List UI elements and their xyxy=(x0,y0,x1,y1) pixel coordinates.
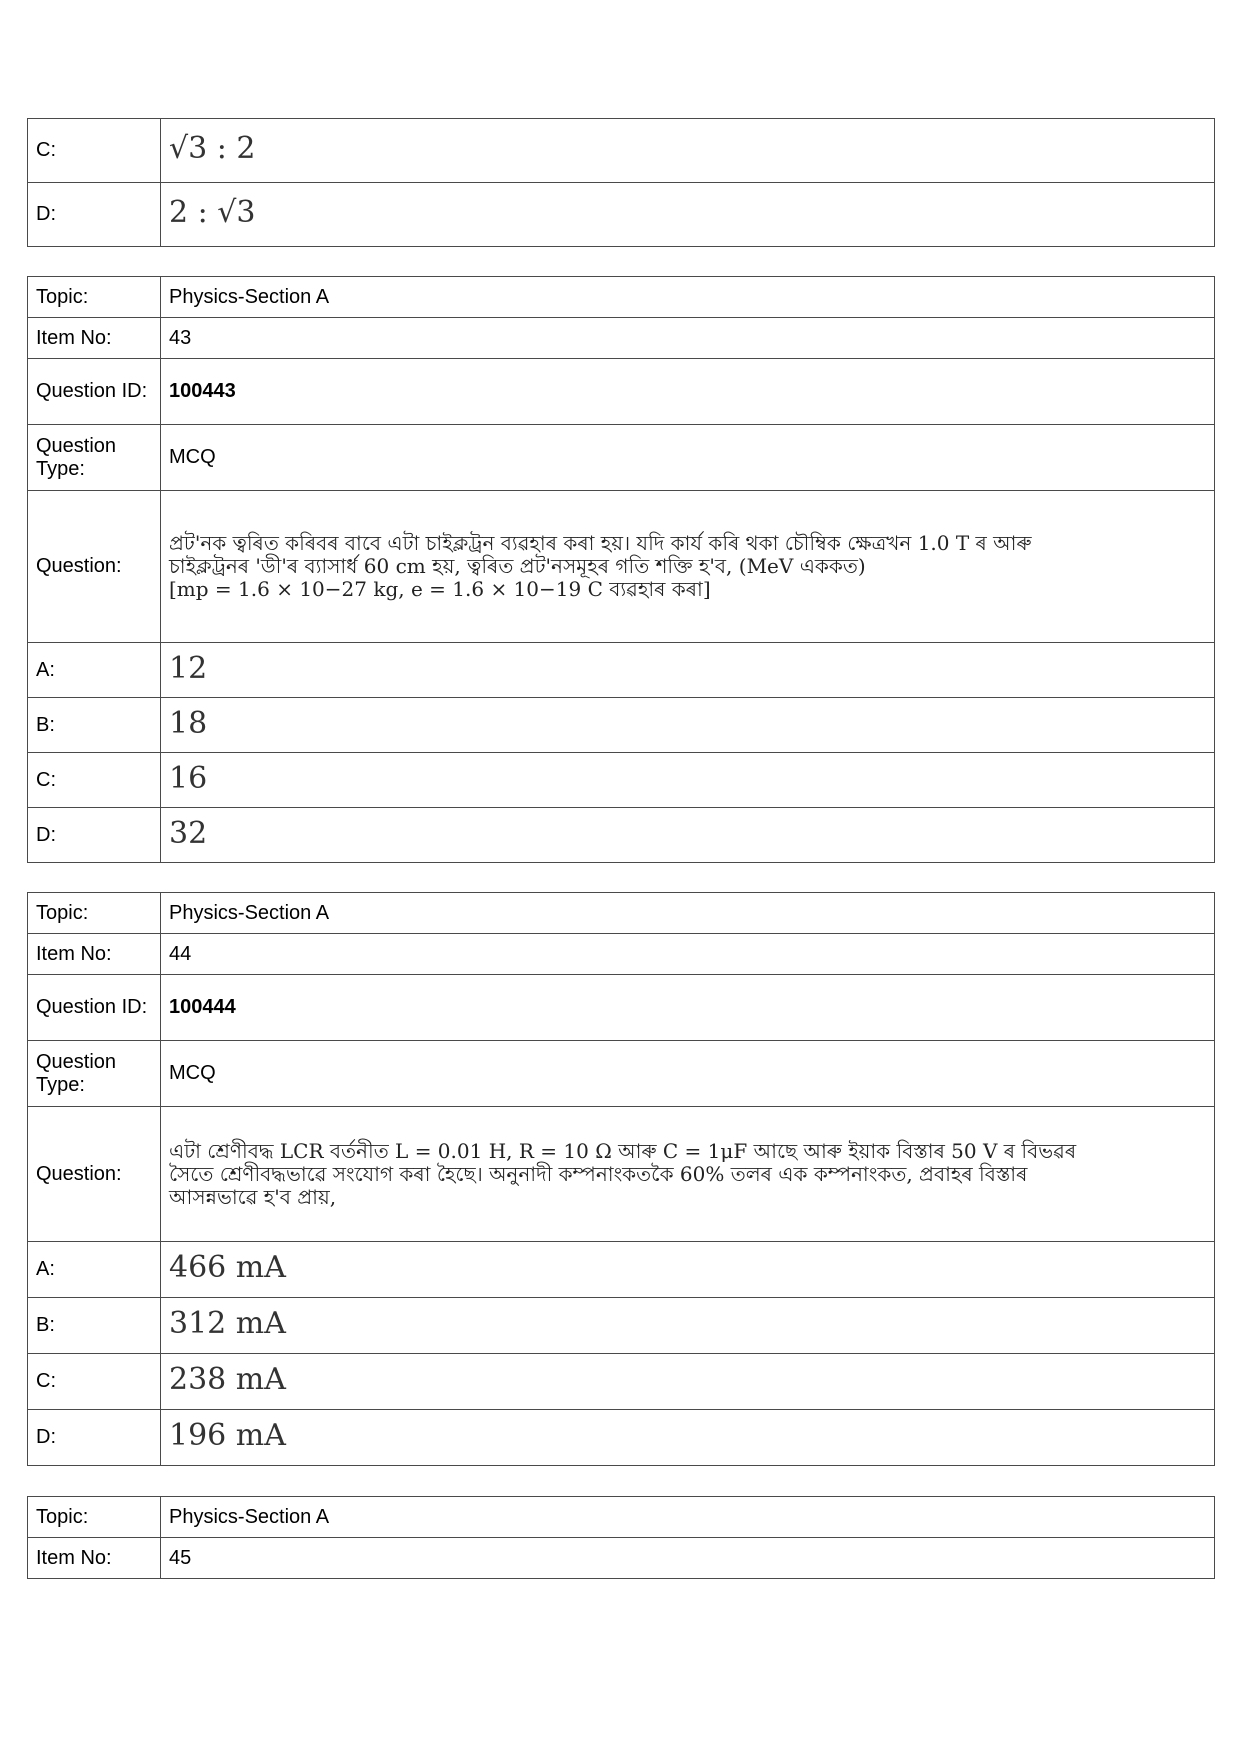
option-value: 18 xyxy=(169,705,208,741)
question-label: Question: xyxy=(28,1107,161,1242)
item-no-row xyxy=(28,318,1215,359)
item-no-value: 44 xyxy=(161,934,1215,975)
question-text xyxy=(161,1107,1215,1242)
question-type-label: Question Type: xyxy=(28,425,161,491)
question-id-label: Question ID: xyxy=(28,359,161,425)
option-row xyxy=(28,753,1215,808)
option-row xyxy=(28,1354,1215,1410)
option-value: 466 mA xyxy=(169,1250,286,1285)
question-type-label: Question Type: xyxy=(28,1041,161,1107)
option-row xyxy=(28,643,1215,698)
option-label: D: xyxy=(28,808,161,863)
question-line: প্ৰট'নক ত্বৰিত কৰিবৰ বাবে এটা চাইক্লট্ৰন ব্যৱহাৰ কৰা হয়। যদি কাৰ্য কৰি থকা চৌম্বিক ক্ষেত্ৰখন 1.0 T ৰ আৰু xyxy=(169,531,1032,555)
option-row xyxy=(28,698,1215,753)
question-id-value: 100443 xyxy=(161,359,1215,425)
question-id-value: 100444 xyxy=(161,975,1215,1041)
item-no-label: Item No: xyxy=(28,934,161,975)
option-row xyxy=(28,808,1215,863)
topic-label: Topic: xyxy=(28,277,161,318)
item-no-row xyxy=(28,1538,1215,1579)
question-line: সৈতে শ্ৰেণীবদ্ধভাৱে সংযোগ কৰা হৈছে। অনুনাদী কম্পনাংকতকৈ 60% তলৰ এক কম্পনাংকত, প্ৰবাহৰ বিস্তাৰ xyxy=(169,1161,1028,1186)
question-line: [mp = 1.6 × 10−27 kg, e = 1.6 × 10−19 C ব্যৱহাৰ কৰা] xyxy=(169,577,711,601)
option-row xyxy=(28,119,1215,183)
question-line: এটা শ্ৰেণীবদ্ধ LCR বৰ্তনীত L = 0.01 H, R = 10 Ω আৰু C = 1μF আছে আৰু ইয়াক বিস্তাৰ 50 V ৰ বিভৱৰ xyxy=(169,1138,1077,1163)
question-43-table xyxy=(27,276,1215,863)
option-label: B: xyxy=(28,1298,161,1354)
topic-value: Physics-Section A xyxy=(161,893,1215,934)
question-type-value: MCQ xyxy=(161,425,1215,491)
option-row xyxy=(28,1298,1215,1354)
option-label: C: xyxy=(28,119,161,183)
option-label: D: xyxy=(28,183,161,247)
option-label: A: xyxy=(28,1242,161,1298)
option-d-value: 2 : √3 xyxy=(169,195,256,230)
question-line: আসন্নভাৱে হ'ব প্ৰায়, xyxy=(169,1184,337,1209)
question-row xyxy=(28,491,1215,643)
topic-label: Topic: xyxy=(28,1497,161,1538)
topic-row xyxy=(28,893,1215,934)
option-label: A: xyxy=(28,643,161,698)
question-id-row xyxy=(28,975,1215,1041)
question-type-value: MCQ xyxy=(161,1041,1215,1107)
item-no-label: Item No: xyxy=(28,318,161,359)
topic-value: Physics-Section A xyxy=(161,277,1215,318)
question-label: Question: xyxy=(28,491,161,643)
option-row xyxy=(28,183,1215,247)
topic-label: Topic: xyxy=(28,893,161,934)
question-44-table xyxy=(27,892,1215,1466)
option-value xyxy=(161,119,1215,183)
option-label: D: xyxy=(28,1410,161,1466)
question-row xyxy=(28,1107,1215,1242)
question-type-row xyxy=(28,1041,1215,1107)
question-id-label: Question ID: xyxy=(28,975,161,1041)
question-text xyxy=(161,491,1215,643)
topic-value: Physics-Section A xyxy=(161,1497,1215,1538)
option-label: B: xyxy=(28,698,161,753)
option-value: 16 xyxy=(169,760,208,796)
topic-row xyxy=(28,1497,1215,1538)
option-label: C: xyxy=(28,753,161,808)
option-value: 238 mA xyxy=(169,1362,286,1397)
option-label: C: xyxy=(28,1354,161,1410)
option-value: 32 xyxy=(169,815,208,851)
item-no-row xyxy=(28,934,1215,975)
option-value xyxy=(161,183,1215,247)
item-no-label: Item No: xyxy=(28,1538,161,1579)
option-value: 196 mA xyxy=(169,1418,286,1453)
question-id-row xyxy=(28,359,1215,425)
topic-row xyxy=(28,277,1215,318)
item-no-value: 43 xyxy=(161,318,1215,359)
option-value: 312 mA xyxy=(169,1306,286,1341)
question-type-row xyxy=(28,425,1215,491)
option-value: 12 xyxy=(169,650,208,686)
option-c-value: √3 : 2 xyxy=(169,131,256,166)
option-row xyxy=(28,1410,1215,1466)
question-45-table xyxy=(27,1496,1215,1579)
option-row xyxy=(28,1242,1215,1298)
question-line: চাইক্লট্ৰনৰ 'ডী'ৰ ব্যাসাৰ্ধ 60 cm হয়, ত্বৰিত প্ৰট'নসমূহৰ গতি শক্তি হ'ব, (MeV এককত) xyxy=(169,554,866,578)
item-no-value: 45 xyxy=(161,1538,1215,1579)
prev-question-options-table xyxy=(27,118,1215,247)
